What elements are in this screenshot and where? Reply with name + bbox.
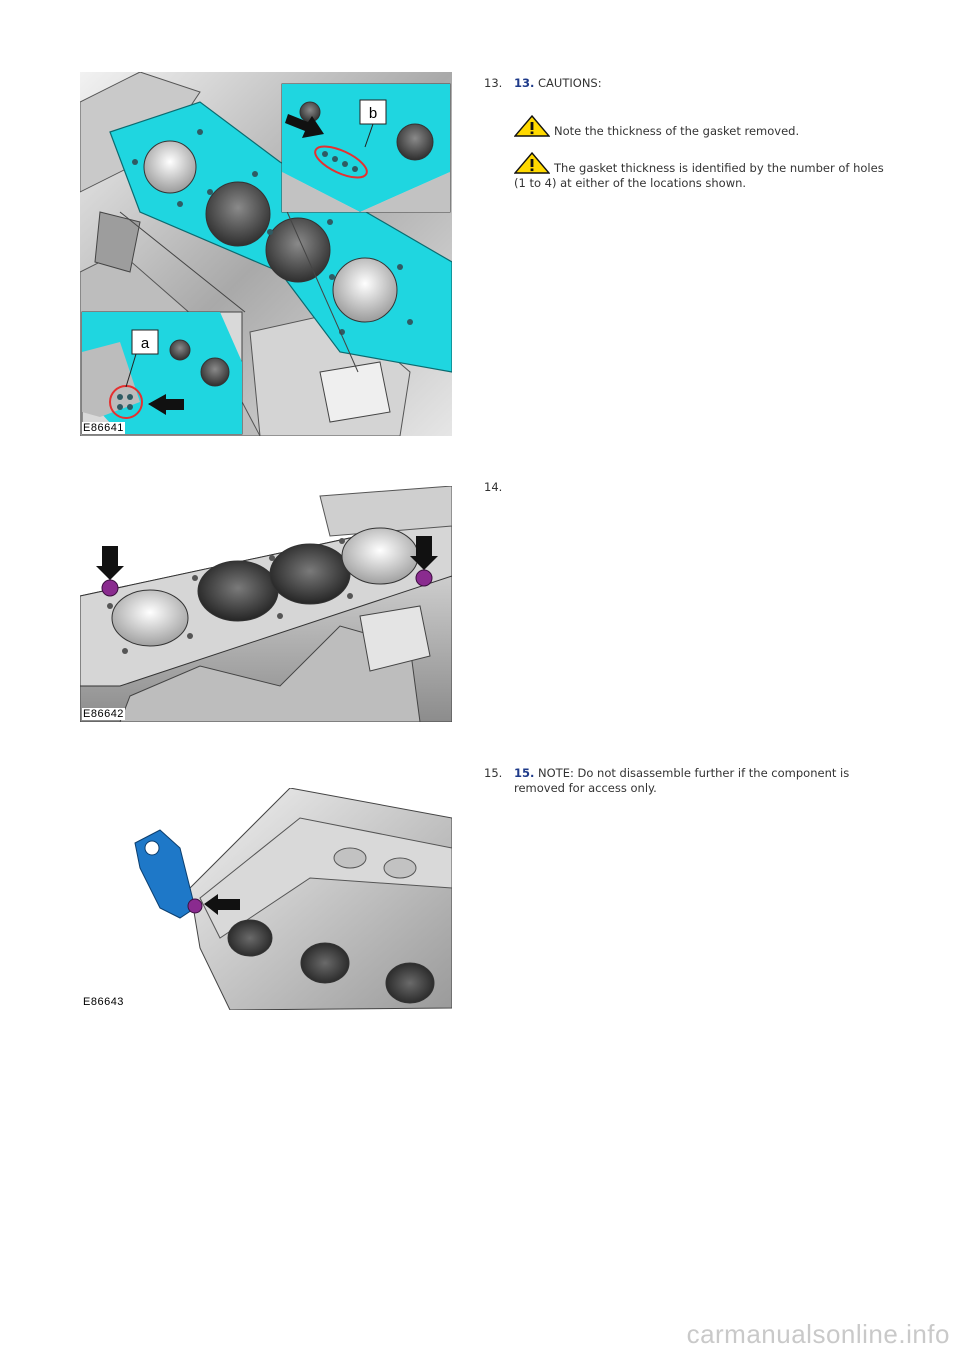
inset-a <box>82 312 242 434</box>
step-15-body <box>514 766 894 796</box>
caution-2-text: The gasket thickness is identified by the number of holes (1 to 4) at either of the locations shown. <box>514 161 884 190</box>
step-13-number: 13. <box>484 76 503 90</box>
caution-1-text: Note the thickness of the gasket removed. <box>554 124 800 138</box>
step-13-text: CAUTIONS: <box>538 76 602 90</box>
cylinder-head-diagram <box>80 788 452 1010</box>
step-14-number: 14. <box>484 480 503 494</box>
figure-code: E86643 <box>83 996 124 1008</box>
step-15-text: NOTE: Do not disassemble further if the component is removed for access only. <box>514 766 850 795</box>
caution-2 <box>514 152 894 191</box>
figure-code: E86642 <box>83 708 124 720</box>
bolt-left <box>102 580 118 596</box>
callout-b: b <box>368 105 378 122</box>
callout-a: a <box>140 335 150 352</box>
inset-b <box>282 84 450 212</box>
engine-block-diagram <box>80 486 452 722</box>
warning-icon <box>514 115 550 137</box>
watermark: carmanualsonline.info <box>686 1319 950 1349</box>
figure-e86641 <box>80 72 452 436</box>
step-13-bold-number: 13. <box>514 76 535 90</box>
bolt <box>188 899 202 913</box>
step-15-bold-number: 15. <box>514 766 535 780</box>
figure-e86643 <box>80 788 452 1010</box>
figure-code: E86641 <box>83 422 124 434</box>
figure-e86642 <box>80 486 452 722</box>
caution-1 <box>514 115 894 139</box>
step-13-heading <box>514 76 894 91</box>
warning-icon <box>514 152 550 174</box>
gasket-diagram <box>80 72 452 436</box>
step-15-number: 15. <box>484 766 503 780</box>
bolt-right <box>416 570 432 586</box>
